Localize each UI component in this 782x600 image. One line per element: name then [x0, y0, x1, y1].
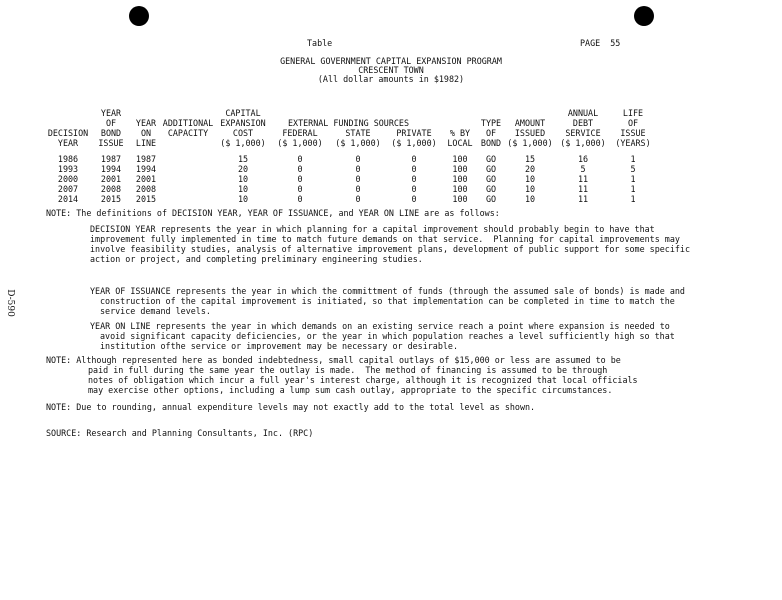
table-cell: 0	[355, 174, 361, 184]
year-on-line-definition	[90, 321, 675, 351]
col-pct-local: % BY LOCAL	[447, 128, 473, 148]
table-row	[46, 194, 656, 204]
table-cell: 0	[411, 194, 417, 204]
table-cell: 100	[452, 184, 468, 194]
table-cell: 1	[630, 174, 636, 184]
table-cell: 1986	[57, 154, 79, 164]
note-bonded-indebtedness	[46, 355, 638, 395]
table-cell: 15	[524, 154, 536, 164]
table-cell: 2001	[135, 174, 157, 184]
note-line: paid in full during the same year the outlay is made. The method of financing is assumed to be through	[88, 365, 608, 375]
table-cell: 2001	[100, 174, 122, 184]
table-row	[46, 148, 656, 164]
table-cell	[160, 184, 216, 194]
table-cell: 0	[355, 164, 361, 174]
table-cell: 1	[630, 154, 636, 164]
note-rounding: NOTE: Due to rounding, annual expenditure levels may not exactly add to the total level as shown.	[46, 402, 536, 412]
definition-line: YEAR OF ISSUANCE represents the year in which the committment of funds (through the assumed sale of bonds) is made and	[90, 286, 685, 296]
table-header-row	[46, 108, 656, 148]
table-row	[46, 174, 656, 184]
table-cell: 2015	[135, 194, 157, 204]
col-on-line: YEAR ON LINE	[135, 118, 157, 148]
table-cell: 2008	[100, 184, 122, 194]
margin-page-code: D-590	[5, 289, 15, 317]
table-cell: 0	[355, 194, 361, 204]
page-subtitle: CRESCENT TOWN	[358, 65, 424, 75]
table-cell	[160, 148, 216, 164]
definition-line: DECISION YEAR represents the year in which planning for a capital improvement should probably begin to have that	[90, 224, 655, 234]
year-of-issuance-definition	[90, 286, 685, 316]
definition-line: involve feasibility studies, analysis of alternative improvement plans, development of public support for some specific	[90, 244, 691, 254]
table-cell: 0	[411, 164, 417, 174]
note-line: notes of obligation which incur a full year's interest charge, although it is recognized that local officials	[88, 375, 638, 385]
definition-line: construction of the capital improvement is initiated, so that implementation can be completed in time to match the	[100, 296, 675, 306]
table-cell: 0	[355, 154, 361, 164]
table-cell: 100	[452, 164, 468, 174]
table-cell: 100	[452, 154, 468, 164]
header-label: Table	[307, 38, 333, 48]
definition-line: avoid significant capacity deficiencies, or the year in which population reaches a level sufficiently high so that	[100, 331, 675, 341]
col-capital-expansion-cost: CAPITAL EXPANSION COST ($ 1,000)	[220, 108, 266, 148]
table-cell: GO	[485, 154, 497, 164]
table-cell: GO	[485, 184, 497, 194]
table-cell: 0	[297, 184, 303, 194]
table-cell: 2007	[57, 184, 79, 194]
table-cell: 100	[452, 174, 468, 184]
page-number: PAGE 55	[580, 38, 621, 48]
table-row	[46, 164, 656, 174]
table-cell: 2014	[57, 194, 79, 204]
definition-line: YEAR ON LINE represents the year in which demands on an existing service reach a point where expansion is needed to	[90, 321, 670, 331]
definition-line: institution ofthe service or improvement may be necessary or desirable.	[100, 341, 458, 351]
note-line: NOTE: Although represented here as bonded indebtedness, small capital outlays of $15,000 or less are assumed to be	[46, 355, 621, 365]
table-cell: 10	[524, 184, 536, 194]
definition-line: service demand levels.	[100, 306, 211, 316]
table-cell: 16	[577, 154, 589, 164]
table-cell: 10	[237, 194, 249, 204]
table-cell: 1993	[57, 164, 79, 174]
table-cell	[160, 164, 216, 174]
table-cell: 1	[630, 184, 636, 194]
page-note-dollars: (All dollar amounts in $1982)	[317, 74, 465, 84]
table-row	[46, 184, 656, 194]
decision-year-definition	[90, 224, 690, 264]
table-cell: 2008	[135, 184, 157, 194]
table-cell	[160, 174, 216, 184]
col-annual-debt-service: ANNUAL DEBT SERVICE ($ 1,000)	[560, 108, 606, 148]
binder-hole-right	[634, 6, 654, 26]
table-cell: 11	[577, 194, 589, 204]
table-cell: 10	[524, 194, 536, 204]
table-cell: 1994	[100, 164, 122, 174]
table-cell: 100	[452, 194, 468, 204]
table-cell: 0	[297, 174, 303, 184]
col-bond-issue: YEAR OF BOND ISSUE	[98, 108, 124, 148]
capital-expansion-table	[46, 108, 656, 204]
definition-line: improvement fully implemented in time to match future demands on that service. Planning for capital improvements may	[90, 234, 680, 244]
table-cell: 10	[524, 174, 536, 184]
col-decision-year: DECISION YEAR	[47, 128, 89, 148]
source-credit: SOURCE: Research and Planning Consultants, Inc. (RPC)	[46, 428, 314, 438]
table-cell: 1987	[100, 154, 122, 164]
note-line: may exercise other options, including a lump sum cash outlay, appropriate to the specific circumstances.	[88, 385, 613, 395]
table-cell: 0	[411, 174, 417, 184]
table-cell: 0	[297, 194, 303, 204]
col-amount-issued: AMOUNT ISSUED ($ 1,000)	[507, 118, 553, 148]
table-cell: 0	[411, 184, 417, 194]
binder-hole-left	[129, 6, 149, 26]
definition-line: action or project, and completing preliminary engineering studies.	[90, 254, 423, 264]
note-definitions-intro: NOTE: The definitions of DECISION YEAR, YEAR OF ISSUANCE, and YEAR ON LINE are as follows:	[46, 208, 500, 218]
table-cell: GO	[485, 194, 497, 204]
col-type-bond: TYPE OF BOND	[480, 118, 502, 148]
table-cell: 11	[577, 174, 589, 184]
table-cell: 10	[237, 174, 249, 184]
table-cell: GO	[485, 174, 497, 184]
table-cell: 2015	[100, 194, 122, 204]
table-cell: 0	[355, 184, 361, 194]
page-title: GENERAL GOVERNMENT CAPITAL EXPANSION PROGRAM	[280, 56, 502, 66]
table-cell: 5	[630, 164, 636, 174]
table-cell: 1	[630, 194, 636, 204]
table-cell: 0	[297, 164, 303, 174]
table-cell: 20	[237, 164, 249, 174]
table-cell	[160, 194, 216, 204]
col-additional-capacity: ADDITIONAL CAPACITY	[162, 118, 214, 138]
table-cell: GO	[485, 164, 497, 174]
col-life-of-issue: LIFE OF ISSUE (YEARS)	[615, 108, 651, 148]
table-cell: 5	[580, 164, 586, 174]
col-group-external-funding: EXTERNAL FUNDING SOURCES FEDERAL STATE PRIVATE ($ 1,000) ($ 1,000) ($ 1,000)	[277, 118, 437, 148]
table-cell: 10	[237, 184, 249, 194]
table-cell: 0	[297, 154, 303, 164]
table-cell: 2000	[57, 174, 79, 184]
table-cell: 0	[411, 154, 417, 164]
table-cell: 11	[577, 184, 589, 194]
table-cell: 1994	[135, 164, 157, 174]
table-cell: 1987	[135, 154, 157, 164]
table-cell: 20	[524, 164, 536, 174]
table-cell: 15	[237, 154, 249, 164]
